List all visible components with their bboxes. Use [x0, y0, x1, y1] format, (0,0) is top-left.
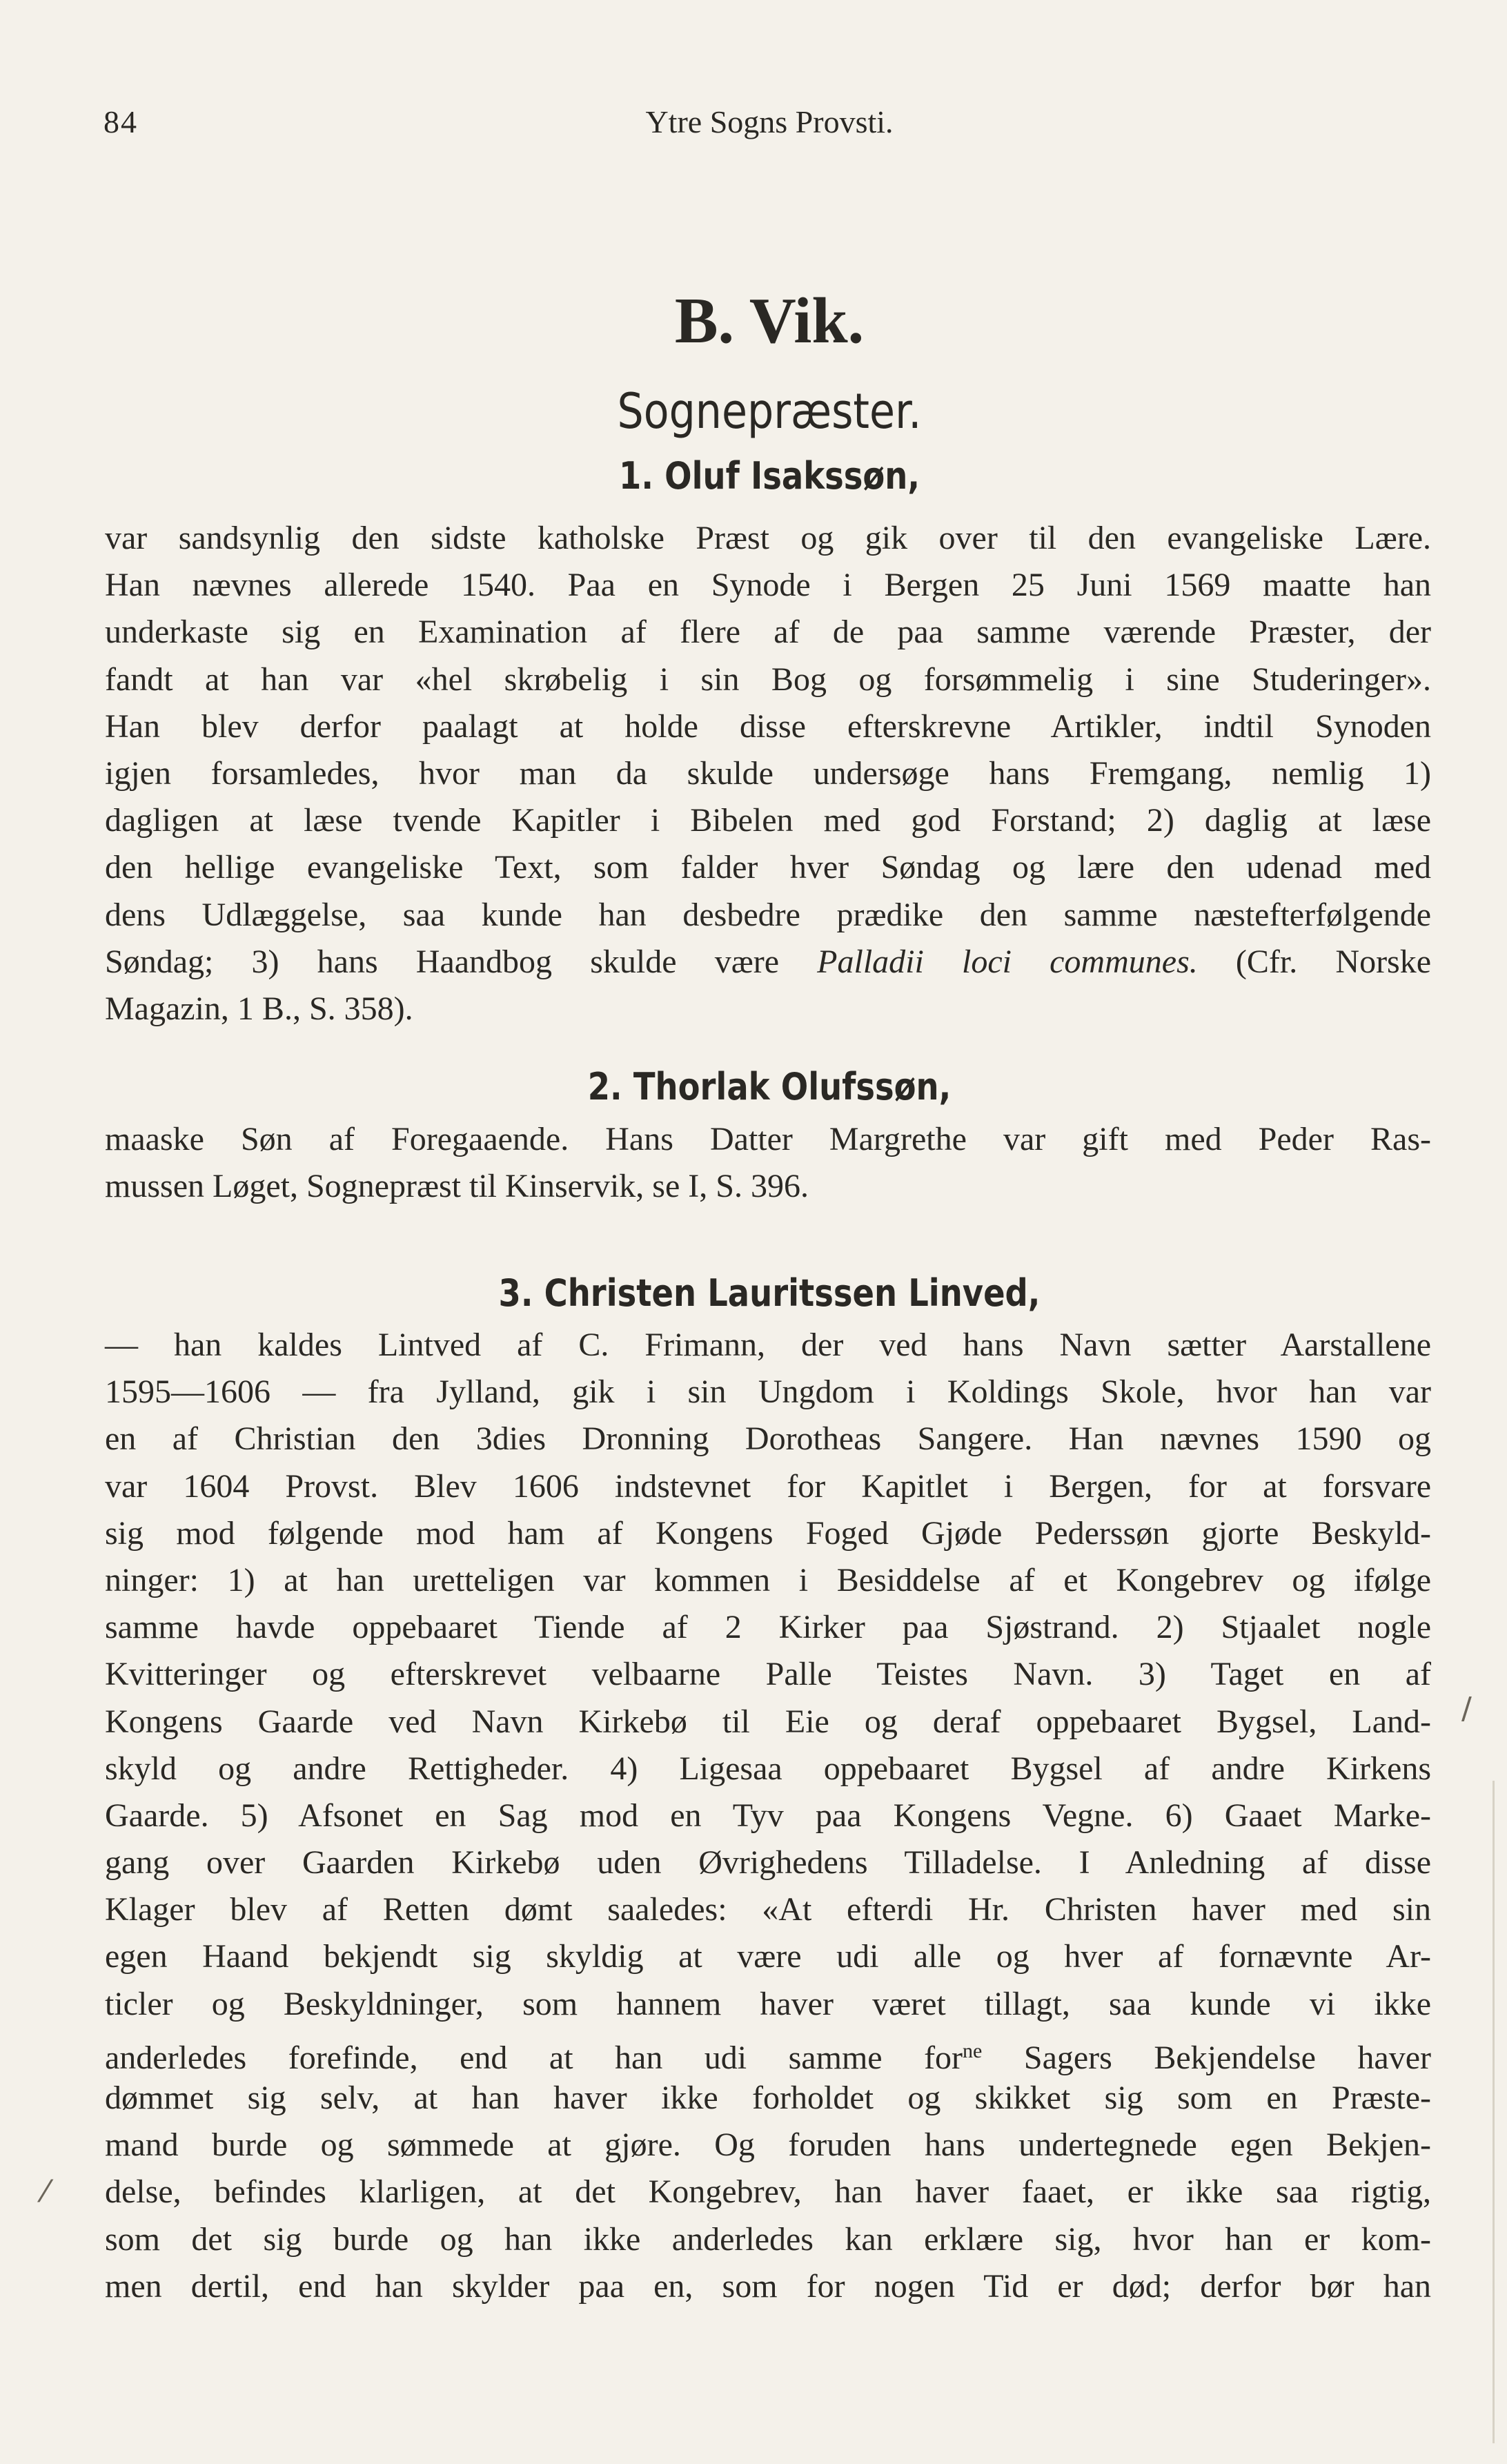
text-line: men dertil, end han skylder paa en, som for nogen Tid er død; derfor bør han [105, 2267, 1431, 2305]
text-line-with-citation [105, 939, 1431, 986]
text-fragment: (Cfr. Norske [1235, 943, 1432, 980]
text-line: Gaarde. 5) Afsonet en Sag mod en Tyv paa Kongens Vegne. 6) Gaaet Marke- [105, 1797, 1431, 1834]
text-line: gang over Gaarden Kirkebø uden Øvrighedens Tilladelse. I Anledning af disse [105, 1844, 1431, 1881]
text-line: som det sig burde og han ikke anderledes kan erklære sig, hvor han er kom- [105, 2220, 1431, 2258]
page-number: 84 [104, 104, 138, 139]
text-line: igjen forsamledes, hvor man da skulde undersøge hans Fremgang, nemlig 1) [105, 754, 1431, 792]
text-line: Magazin, 1 B., S. 358). [105, 990, 413, 1027]
margin-pencil-mark: ⁄ [43, 2174, 48, 2209]
text-line: Klager blev af Retten dømt saaledes: «At efterdi Hr. Christen haver med sin [105, 1891, 1431, 1928]
text-line: den hellige evangeliske Text, som falder hver Søndag og lære den udenad med [105, 849, 1431, 886]
entry-body-christen-lauritssen-linved [105, 1322, 1431, 2310]
text-line: dagligen at læse tvende Kapitler i Bibelen med god Forstand; 2) daglig at læse [105, 802, 1431, 839]
entry-heading-christen-lauritssen-linved: 3. Christen Lauritssen Linved, [498, 1271, 1041, 1315]
text-line: 1595—1606 — fra Jylland, gik i sin Ungdom i Koldings Skole, hvor han var [105, 1373, 1431, 1411]
page-edge-shadow [1493, 1781, 1495, 2443]
text-line: — han kaldes Lintved af C. Frimann, der ved hans Navn sætter Aarstallene [105, 1327, 1431, 1363]
text-line: Kongens Gaarde ved Navn Kirkebø til Eie og deraf oppebaaret Bygsel, Land- [105, 1703, 1431, 1740]
text-line: sig mod følgende mod ham af Kongens Foged Gjøde Pederssøn gjorte Beskyld- [105, 1514, 1431, 1552]
text-line: ninger: 1) at han uretteligen var kommen i Besiddelse af et Kongebrev og ifølge [105, 1561, 1431, 1598]
text-line: skyld og andre Rettigheder. 4) Ligesaa oppebaaret Bygsel af andre Kirkens [105, 1750, 1431, 1787]
running-title: Ytre Sogns Provsti. [645, 104, 894, 139]
text-fragment: anderledes forefinde, end at han udi samme for [105, 2039, 963, 2076]
text-line: var sandsynlig den sidste katholske Præst og gik over til den evangeliske Lære. [105, 520, 1431, 556]
text-line: Kvitteringer og efterskrevet velbaarne Palle Teistes Navn. 3) Taget en af [105, 1656, 1431, 1693]
text-line: dømmet sig selv, at han haver ikke forholdet og skikket sig som en Præste- [105, 2080, 1431, 2116]
text-line: maaske Søn af Foregaaende. Hans Datter Margrethe var gift med Peder Ras- [105, 1121, 1431, 1157]
text-line: ticler og Beskyldninger, som hannem haver været tillagt, saa kunde vi ikke [105, 1985, 1431, 2022]
text-line: delse, befindes klarligen, at det Kongebrev, han haver faaet, er ikke saa rigtig, [105, 2173, 1431, 2211]
text-line: mussen Løget, Sognepræst til Kinservik, se I, S. 396. [105, 1168, 809, 1205]
text-fragment: Søndag; 3) hans Haandbog skulde være [105, 943, 779, 980]
text-line: en af Christian den 3dies Dronning Dorotheas Sangere. Han nævnes 1590 og [105, 1420, 1431, 1458]
entry-body-thorlak-olufssoen [105, 1116, 1431, 1210]
text-line: Han blev derfor paalagt at holde disse efterskrevne Artikler, indtil Synoden [105, 707, 1431, 745]
entry-body-oluf-isakssoen [105, 515, 1431, 1033]
text-fragment: Sagers Bekjendelse haver [1023, 2039, 1431, 2076]
section-subtitle: Sognepræster. [617, 383, 922, 440]
running-head [104, 104, 1435, 159]
text-line: var 1604 Provst. Blev 1606 indstevnet for Kapitlet i Bergen, for at forsvare [105, 1467, 1431, 1505]
text-line: Han nævnes allerede 1540. Paa en Synode i Bergen 25 Juni 1569 maatte han [105, 567, 1431, 604]
text-line: mand burde og sømmede at gjøre. Og foruden hans undertegnede egen Bekjen- [105, 2126, 1431, 2164]
entry-heading-oluf-isakssoen: 1. Oluf Isakssøn, [619, 454, 920, 498]
margin-pencil-mark: / [1461, 1691, 1472, 1726]
text-line: egen Haand bekjendt sig skyldig at være udi alle og hver af fornævnte Ar- [105, 1938, 1431, 1975]
italic-title: Palladii loci communes. [817, 943, 1198, 980]
text-line: underkaste sig en Examination af flere af de paa samme værende Præster, der [105, 614, 1431, 651]
text-line: fandt at han var «hel skrøbelig i sin Bog og forsømmelig i sine Studeringer». [105, 661, 1431, 698]
text-line: samme havde oppebaaret Tiende af 2 Kirker paa Sjøstrand. 2) Stjaalet nogle [105, 1609, 1431, 1646]
entry-heading-thorlak-olufssoen: 2. Thorlak Olufssøn, [587, 1065, 952, 1108]
section-title: B. Vik. [674, 285, 865, 357]
text-line: dens Udlæggelse, saa kunde han desbedre prædike den samme næstefterfølgende [105, 896, 1431, 933]
superscript-abbreviation: ne [963, 2039, 983, 2062]
text-line-with-superscript [105, 2028, 1431, 2075]
